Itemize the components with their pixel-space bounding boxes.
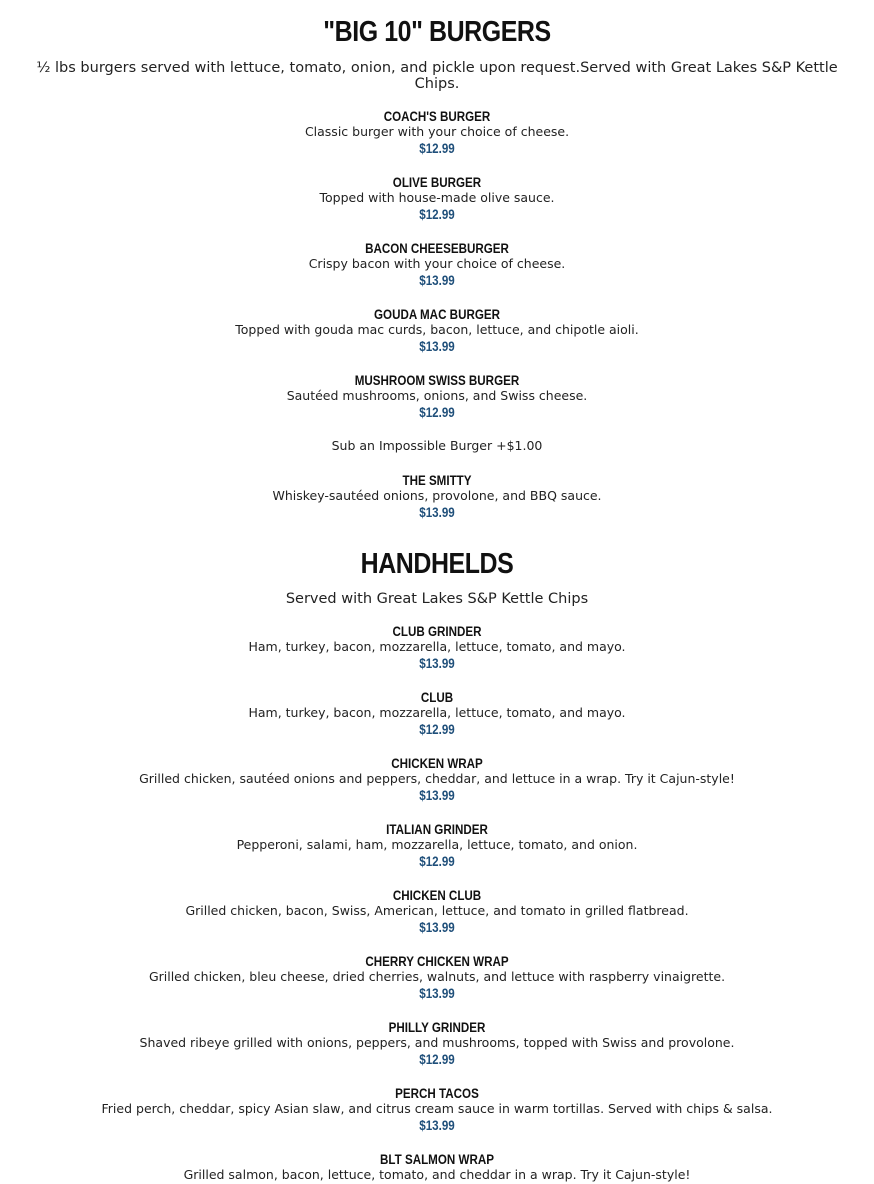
menu-item-price: $13.99 <box>419 986 455 1001</box>
menu-item-name: PHILLY GRINDER <box>388 1020 486 1035</box>
menu-item-price: $12.99 <box>419 1052 455 1067</box>
menu-item-price: $13.99 <box>419 339 455 354</box>
menu-item-description: Ham, turkey, bacon, mozzarella, lettuce, tomato, and mayo. <box>248 639 626 654</box>
menu-item-price: $12.99 <box>419 405 455 420</box>
handhelds-section-subtitle: Served with Great Lakes S&P Kettle Chips <box>285 591 589 607</box>
burgers-section-subtitle: ½ lbs burgers served with lettuce, tomato, onion, and pickle upon request.Served with Great Lakes S&P Kettle Chips. <box>36 60 838 92</box>
menu-item-description: Whiskey-sautéed onions, provolone, and BBQ sauce. <box>272 488 602 503</box>
menu-item-name: ITALIAN GRINDER <box>386 822 488 837</box>
menu-item-price: $12.99 <box>419 207 455 222</box>
menu-item-price: $13.99 <box>419 920 455 935</box>
menu-item-name: CHICKEN CLUB <box>392 888 482 903</box>
menu-item-name: COACH'S BURGER <box>383 109 491 124</box>
menu-item-name: BACON CHEESEBURGER <box>365 241 509 256</box>
menu-item-description: Grilled chicken, bleu cheese, dried cherries, walnuts, and lettuce with raspberry vinaigrette. <box>148 969 726 984</box>
menu-item-name: PERCH TACOS <box>395 1086 479 1101</box>
menu-item-description: Classic burger with your choice of cheese. <box>304 124 570 139</box>
menu-item-description: Fried perch, cheddar, spicy Asian slaw, and citrus cream sauce in warm tortillas. Served with chips & salsa. <box>101 1101 773 1116</box>
menu-item-name: CHERRY CHICKEN WRAP <box>365 954 509 969</box>
menu-item-description: Sautéed mushrooms, onions, and Swiss cheese. <box>286 388 588 403</box>
menu-item-price: $12.99 <box>419 141 455 156</box>
menu-item-description: Grilled chicken, bacon, Swiss, American, lettuce, and tomato in grilled flatbread. <box>185 903 689 918</box>
handhelds-section-title: HANDHELDS <box>360 548 514 580</box>
menu-item-description: Grilled chicken, sautéed onions and peppers, cheddar, and lettuce in a wrap. Try it Cajun-style! <box>139 771 735 786</box>
menu-item-name: CLUB <box>420 690 454 705</box>
menu-item-name: GOUDA MAC BURGER <box>374 307 500 322</box>
menu-item-description: Crispy bacon with your choice of cheese. <box>308 256 566 271</box>
impossible-burger-note: Sub an Impossible Burger +$1.00 <box>331 438 543 453</box>
menu-item-name: BLT SALMON WRAP <box>380 1152 494 1167</box>
menu-item-description: Pepperoni, salami, ham, mozzarella, lettuce, tomato, and onion. <box>236 837 638 852</box>
menu-item-price: $13.99 <box>419 1118 455 1133</box>
burgers-section-title: "BIG 10" BURGERS <box>323 16 551 48</box>
menu-item-name: MUSHROOM SWISS BURGER <box>354 373 520 388</box>
menu-item-name: CLUB GRINDER <box>392 624 482 639</box>
menu-item-price: $13.99 <box>419 788 455 803</box>
menu-item-price: $13.99 <box>419 273 455 288</box>
menu-item-name: THE SMITTY <box>402 473 472 488</box>
menu-item-price: $12.99 <box>419 722 455 737</box>
menu-item-description: Grilled salmon, bacon, lettuce, tomato, and cheddar in a wrap. Try it Cajun-style! <box>183 1167 691 1182</box>
menu-item-description: Topped with gouda mac curds, bacon, lettuce, and chipotle aioli. <box>235 322 639 337</box>
menu-item-description: Shaved ribeye grilled with onions, peppers, and mushrooms, topped with Swiss and provolone. <box>139 1035 735 1050</box>
menu-item-name: CHICKEN WRAP <box>391 756 483 771</box>
menu-item-price: $13.99 <box>419 505 455 520</box>
menu-item-description: Ham, turkey, bacon, mozzarella, lettuce, tomato, and mayo. <box>248 705 626 720</box>
menu-item-description: Topped with house-made olive sauce. <box>319 190 555 205</box>
menu-item-price: $13.99 <box>419 656 455 671</box>
menu-item-name: OLIVE BURGER <box>392 175 482 190</box>
menu-item-price: $12.99 <box>419 854 455 869</box>
